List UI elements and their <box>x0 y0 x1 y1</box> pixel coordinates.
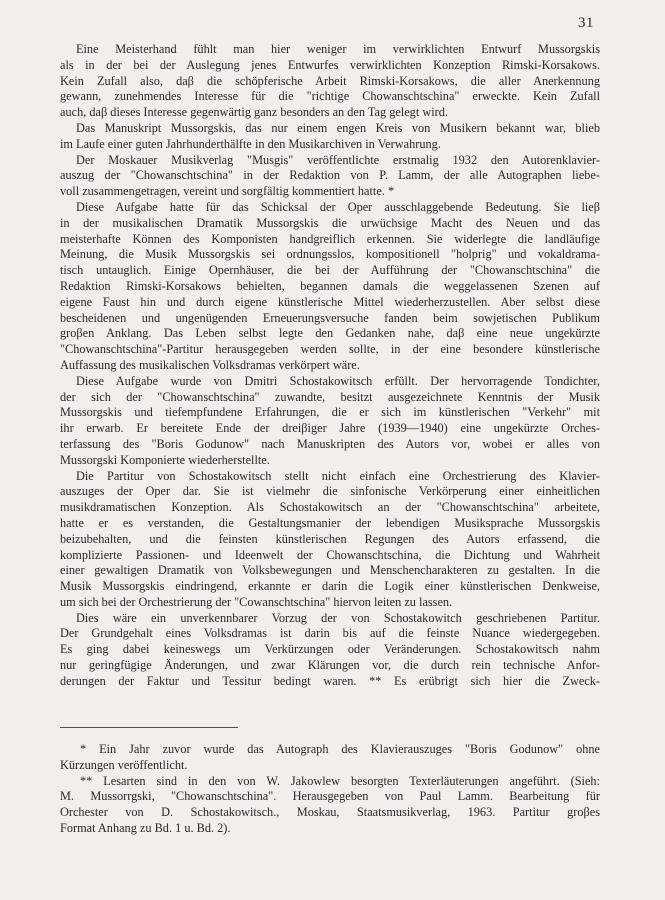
text-line: musikdramatischen Konzeption. Als Schostakowitsch an der "Chowanschtschina" arbeitete, <box>60 500 600 515</box>
text-line: in der musikalischen Dramatik Mussorgskis die urwüchsige Macht des Neuen und das <box>60 215 600 230</box>
footnote-separator <box>60 727 238 728</box>
page-number: 31 <box>578 15 594 31</box>
text-line: M. Mussorrgski, "Chowanschtschina". Herausgegeben von Paul Lamm. Bearbeitung für <box>60 789 600 804</box>
text-line: Meinung, die Musik Mussorgskis sei ordnungsslos, kompositionell "holprig" und vokaldrama- <box>60 247 600 262</box>
text-line: terfassung des "Boris Godunow" nach Manuskripten des Autors vor, wobei er alles von <box>60 436 600 451</box>
text-line: Redaktion Rimski-Korsakows behielten, begannen damals die weggelassenen Szenen auf <box>60 278 600 293</box>
text-line: auszuges der Oper dar. Sie ist vielmehr die sinfonische Verkörperung einer einheitlichen <box>60 484 600 499</box>
footnote <box>60 774 600 837</box>
text-line: ihr erwarb. Er bereitete Ende der dreiβiger Jahre (1939—1940) eine ungekürzte Orches- <box>60 421 600 436</box>
text-line: tisch untauglich. Einige Opernhäuser, die bei der Aufführung der "Chowanschtschina" die <box>60 263 600 278</box>
text-line: "Chowanschtschina"-Partitur herausgegeben werden sollte, in der eine besondere künstlerische <box>60 342 600 357</box>
text-line: bescheidenen und ungenügenden Erneuerungsversuche fanden beim sowjetischen Publikum <box>60 310 600 325</box>
text-line: hatte er es verstanden, die Gestaltungsmanier der lebendigen Musiksprache Mussorgskis <box>60 515 600 530</box>
text-line: um sich bei der Orchestrierung der "Cowanschtschina" hiervon leiten zu lassen. <box>60 594 453 609</box>
paragraph <box>60 374 600 469</box>
text-line: ** Lesarten sind in den von W. Jakowlew besorgten Texterläuterungen angeführt. (Sieh: <box>80 773 600 788</box>
footnotes <box>60 742 600 837</box>
text-line: komplizierte Passionen- und Ideenwelt der Chowanschtschina, die Dichtung und Wahrheit <box>60 547 600 562</box>
paragraph <box>60 121 600 153</box>
text-line: nur geringfügige Änderungen, und zwar Klärungen vor, die durch rein technische Anfor- <box>60 658 600 673</box>
text-line: voll zusammengetragen, vereint und sorgfältig kommentiert hatte. * <box>60 184 395 199</box>
paragraph <box>60 42 600 121</box>
text-line: Es ging dabei keineswegs um Verkürzungen oder Veränderungen. Schostakowitsch nahm <box>60 642 600 657</box>
text-line: Kein Zufall also, daβ die schöpferische Arbeit Rimski-Korsakows, die aller Anerkennung <box>60 73 600 88</box>
text-line: Auffassung des musikalischen Volksdramas verkörpert wäre. <box>60 357 360 372</box>
paragraph <box>60 153 600 200</box>
paragraph <box>60 200 600 374</box>
text-line: Das Manuskript Mussorgskis, das nur einem engen Kreis von Musikern bekannt war, blieb <box>76 120 600 135</box>
text-line: Dies wäre ein unverkennbarer Vorzug der von Schostakowitch geschriebenen Partitur. <box>76 610 600 625</box>
text-line: Eine Meisterhand fühlt man hier weniger im verwirklichten Entwurf Mussorgskis <box>76 42 600 56</box>
text-line: * Ein Jahr zuvor wurde das Autograph des Klavierauszuges "Boris Godunow" ohne <box>80 742 600 756</box>
text-line: Der Grundgehalt eines Volksdramas ist darin bis auf die feinste Nuance wiedergegeben. <box>60 626 600 641</box>
text-line: als in der bei der Auslegung jenes Entwurfes verwirklichten Konzeption Rimski-Korsakows. <box>60 57 600 72</box>
paragraph <box>60 469 600 611</box>
text-line: Mussorgskis und tiefempfundene Erfahrungen, die er sich im künstlerischen "Verkehr" mit <box>60 405 600 420</box>
text-line: Format Anhang zu Bd. 1 u. Bd. 2). <box>60 820 231 835</box>
text-line: Mussorgski Komponierte wiederherstellte. <box>60 452 270 467</box>
text-line: Musik Mussorgskis eindringend, erkannte er darin die Logik einer künstlerischen Denkweise, <box>60 579 600 594</box>
text-line: groβen Anklang. Das Leben selbst legte den Gedanken nahe, daβ eine neue ungekürzte <box>60 326 600 341</box>
paragraph <box>60 611 600 690</box>
text-line: Kürzungen veröffentlicht. <box>60 757 188 772</box>
text-line: Die Partitur von Schostakowitsch stellt nicht einfach eine Orchestrierung des Klavier- <box>76 468 600 483</box>
text-line: beizubehalten, und die feinsten künstlerischen Regungen des Autors erfassend, die <box>60 531 600 546</box>
text-line: Orchester von D. Schostakowitsch., Moskau, Staatsmusikverlag, 1963. Partitur groβes <box>60 805 600 820</box>
text-line: Der Moskauer Musikverlag "Musgis" veröffentlichte erstmalig 1932 den Autorenklavier- <box>76 152 600 167</box>
text-line: gewann, zunehmendes Interesse für die "richtige Chowanschtschina" erweckte. Kein Zufall <box>60 89 600 104</box>
text-line: im Laufe einer guten Jahrhunderthälfte in den Musikarchiven in Verwahrung. <box>60 136 441 151</box>
text-line: Diese Aufgabe hatte für das Schicksal der Oper ausschlaggebende Bedeutung. Sie lieβ <box>76 199 600 214</box>
text-line: der sich der "Chowanschtschina" zuwandte, besitzt ausgezeichnete Kenntnis der Musik <box>60 389 600 404</box>
footnote <box>60 742 600 774</box>
text-line: derungen der Faktur und Tessitur bedingt waren. ** Es erübrigt sich hier die Zweck- <box>60 673 600 688</box>
text-line: einer gewaltigen Dramatik von Volksbewegungen und Menschencharakteren zu gestalten. In die <box>60 563 600 578</box>
text-line: eigene Faust hin und durch eigene künstlerische Mittel wiederherzustellen. Aber selbst diese <box>60 294 600 309</box>
text-line: auszug der "Chowanschtschina" in der Redaktion von P. Lamm, der alle Autographen liebe- <box>60 168 600 183</box>
text-line: auch, daβ dieses Interesse gegenwärtig ganz besonders an den Tag gelegt wird. <box>60 105 448 120</box>
body-text <box>60 42 600 690</box>
text-line: meisterhafte Können des Komponisten handgreiflich erkennen. Sie widerlegte die landläufige <box>60 231 600 246</box>
text-line: Diese Aufgabe wurde von Dmitri Schostakowitsch erfüllt. Der hervorragende Tondichter, <box>76 373 600 388</box>
